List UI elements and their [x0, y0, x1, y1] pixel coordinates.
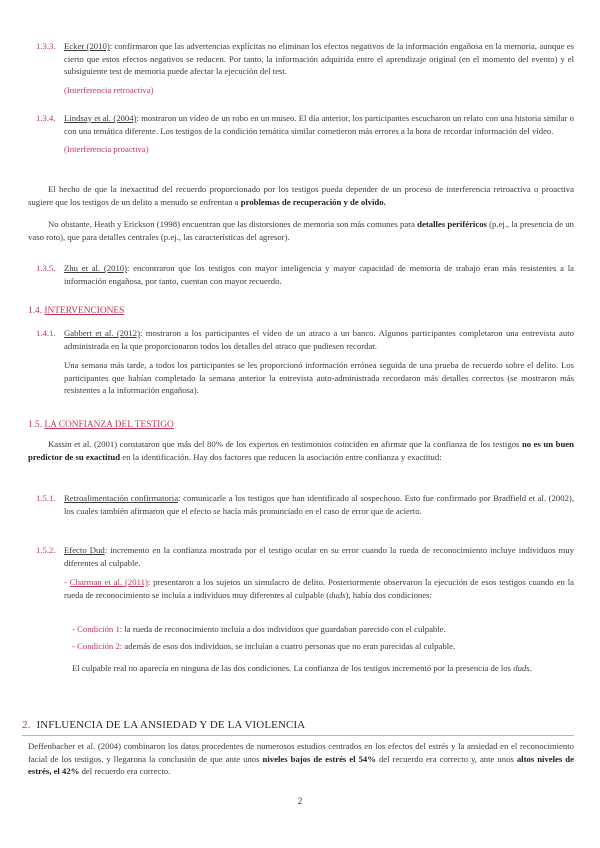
paragraph-text: El culpable real no aparecía en ninguna de las dos condiciones. La confianza de los testigos incrementó por la presencia de los [72, 663, 514, 673]
bold-text: problemas de recuperación y de olvido. [240, 196, 386, 207]
item-text: Una semana más tarde, a todos los participantes se les proporcionó información errónea seguida de una prueba de recuerdo sobre el delito. Los participantes que habían completado la semana anterior la entrevista auto-administrada recordaron más detalles correctos (se mostraron más resistentes a la información engañosa). [64, 360, 574, 396]
item-text: : incremento en la confianza mostrada por el testigo ocular en su error cuando la rueda de reconocimiento incluye individuos muy diferentes al culpable. [64, 545, 574, 568]
paragraph-text: del recuerdo era correcto y, ante unos [375, 753, 517, 764]
item-text: : comunicarle a los testigos que han identificado al sospechoso. Esto fue confirmado por Bradfield et al. (2002), los cuales también afirmaron que el efecto se hacía más pronunciado en el caso de error que de acierto. [64, 493, 574, 516]
bold-text: altos niveles de estrés, el 42% [28, 753, 574, 777]
section-title[interactable]: LA CONFIANZA DEL TESTIGO [44, 420, 174, 430]
condition-2 [72, 640, 574, 653]
paragraph [28, 218, 574, 243]
interference-tag: (Interferencia proactiva) [64, 144, 149, 155]
item-number: 1.3.3. [36, 41, 56, 51]
citation-link[interactable]: Zhu et al. (2010) [64, 263, 128, 273]
item-charman [64, 576, 574, 601]
item-text: : mostraron un vídeo de un robo en un museo. El día anterior, los participantes escucharon un relato con una historia similar o con una temática diferente. Los testigos de la condición temática similar cometieron más errores a la hora de recordar información del vídeo. [64, 113, 574, 136]
item-text: : presentaron a los sujetos un simulacro de delito. Posteriormente observaron la ejecución de esos testigos cuando en la rueda de reconocimiento se incluía a individuos muy diferentes al culpable ( [64, 577, 574, 600]
bullet-dash: - [72, 641, 75, 651]
item-text: la rueda de reconocimiento incluía a dos individuos que guardaban parecido con el culpable. [122, 624, 446, 634]
item-number: 1.5.1. [36, 493, 56, 503]
citation-link[interactable]: Ecker (2010) [64, 41, 110, 51]
paragraph-text: Deffenbacher et al. (2004) combinaron los datos procedentes de numerosos estudios centrados en los efectos del estrés y la ansiedad en el reconocimiento facial de los testigos, y llegarona la conclusión de que ante unos [28, 741, 574, 764]
paragraph-text: . [529, 663, 532, 673]
chapter-number: 2. [22, 719, 31, 731]
condition-1 [72, 623, 574, 636]
condition-label: Condición 1: [77, 624, 123, 634]
citation-link[interactable]: Charman et al. (2011) [69, 577, 148, 587]
item-retroalimentacion [64, 492, 574, 517]
paragraph-text: No obstante, Heath y Erickson (1998) encuentran que las distorsiones de memoria son más comunes para [48, 219, 418, 229]
condition-label: Condición 2: [77, 641, 123, 651]
section-number: 1.5. [28, 420, 43, 430]
chapter-heading [22, 718, 305, 732]
item-number: 1.3.5. [36, 263, 56, 273]
item-ecker [64, 40, 574, 96]
bullet-dash: - [64, 577, 67, 587]
item-text: : encontraron que los testigos con mayor inteligencia y mayor capacidad de memoria de trabajo eran más resistentes a la información engañosa, por tanto, cuentan con mayor recuerdo. [64, 263, 574, 286]
interference-tag: (Interferencia retroactiva) [64, 84, 154, 95]
paragraph-text: del recuerdo era correcto. [79, 766, 171, 777]
heading-rule [22, 735, 574, 736]
bold-text: detalles periféricos [417, 219, 487, 229]
bold-text: niveles bajos de estrés el 54% [262, 753, 376, 764]
item-zhu [64, 262, 574, 287]
term-link[interactable]: Retroalimentación confirmatoria [64, 493, 179, 503]
paragraph [28, 740, 574, 778]
paragraph-text: (p.ej., la presencia de un vaso roto), que para detalles centrales (p.ej., las características del agresor). [28, 219, 574, 242]
item-text: : mostraron a los participantes el vídeo de un atraco a un banco. Algunos participantes completaron una entrevista auto administrada en la que proporcionaron todos los detalles del atraco que pudiesen recordar. [64, 328, 574, 351]
paragraph [28, 438, 574, 463]
chapter-title: INFLUENCIA DE LA ANSIEDAD Y DE LA VIOLENCIA [36, 719, 306, 731]
italic-text: duds [513, 663, 530, 673]
paragraph [28, 183, 574, 208]
italic-text: duds [329, 589, 346, 600]
citation-link[interactable]: Gabbert et al. (2012) [64, 328, 140, 338]
item-efecto-dud [64, 544, 574, 569]
item-text: : confirmaron que las advertencias explícitas no eliminan los efectos negativos de la información engañosa en la memoria, aunque es cierto que estos efectos negativos se reducen. Por tanto, la información adquirida entre el aprendizaje original (en el momento del evento) y el subsiguiente test de memoria puede afectar la ejecución del test. [64, 41, 574, 77]
bullet-dash: - [72, 624, 75, 634]
item-number: 1.3.4. [36, 113, 56, 123]
term-link[interactable]: Efecto Dud [64, 545, 105, 555]
page-number: 2 [297, 796, 303, 806]
section-number: 1.4. [28, 306, 43, 316]
paragraph-text: en la identificación. Hay dos factores que reducen la asociación entre confianza y exactitud: [120, 451, 442, 462]
item-lindsay [64, 112, 574, 156]
section-heading-confidence [28, 419, 174, 432]
citation-link[interactable]: Lindsay et al. (2004) [64, 113, 137, 123]
section-heading-interventions [28, 305, 124, 318]
paragraph [72, 662, 574, 675]
item-number: 1.4.1. [36, 328, 56, 338]
paragraph-text: Kassin et al. (2001) constataron que más del 80% de los expertos en testimonios coinciden en afirmar que la confianza de los testigos [48, 439, 522, 449]
item-text: ), había dos condiciones: [345, 589, 432, 600]
paragraph-text: El hecho de que la inexactitud del recuerdo proporcionado por los testigos pueda depender de un proceso de interferencia retroactiva o proactiva sugiere que los testigos de un delito a menudo se enfrentan a [28, 184, 574, 207]
item-gabbert [64, 327, 574, 397]
item-number: 1.5.2. [36, 545, 56, 555]
section-title[interactable]: INTERVENCIONES [44, 306, 125, 316]
item-text: además de esos dos individuos, se incluían a cuatro personas que no eran parecidas al culpable. [122, 641, 456, 651]
bold-text: no es un buen predictor de su exactitud [28, 439, 574, 462]
